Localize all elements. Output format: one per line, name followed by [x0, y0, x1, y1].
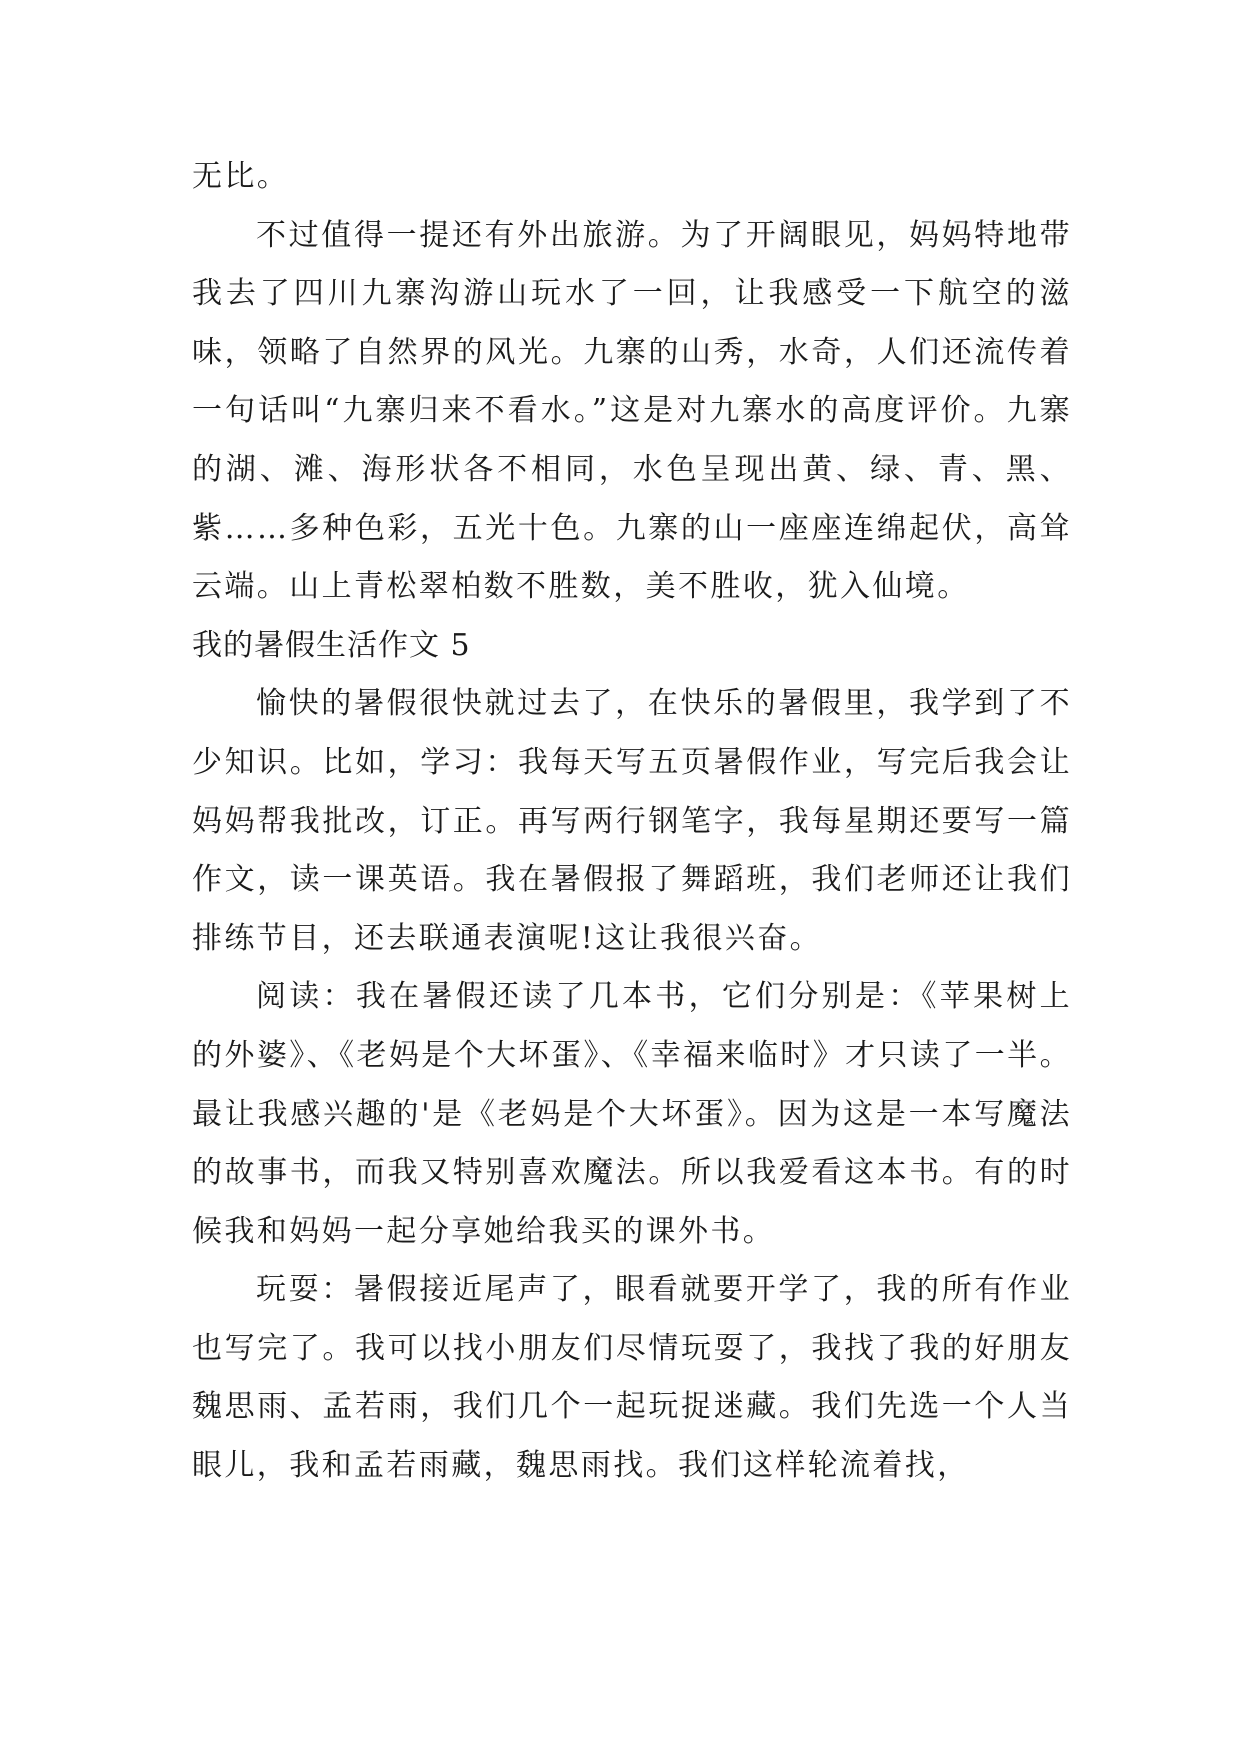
paragraph-study: 愉快的暑假很快就过去了，在快乐的暑假里，我学到了不少知识。比如，学习：我每天写五页暑假作业，写完后我会让妈妈帮我批改，订正。再写两行钢笔字，我每星期还要写一篇作文，读一课英语。我在暑假报了舞蹈班，我们老师还让我们排练节目，还去联通表演呢!这让我很兴奋。 [192, 686, 1072, 956]
paragraph-continuation: 无比。 [192, 159, 290, 194]
paragraph-play: 玩耍：暑假接近尾声了，眼看就要开学了，我的所有作业也写完了。我可以找小朋友们尽情玩耍了，我找了我的好朋友魏思雨、孟若雨，我们几个一起玩捉迷藏。我们先选一个人当眼儿，我和孟若雨藏，魏思雨找。我们这样轮流着找， [192, 1272, 1072, 1484]
section-heading: 我的暑假生活作文 5 [192, 627, 471, 663]
document-page [192, 148, 1072, 1496]
paragraph-reading: 阅读：我在暑假还读了几本书，它们分别是：《苹果树上的外婆》、《老妈是个大坏蛋》、《幸福来临时》才只读了一半。最让我感兴趣的'是《老妈是个大坏蛋》。因为这是一本写魔法的故事书，而我又特别喜欢魔法。所以我爱看这本书。有的时候我和妈妈一起分享她给我买的课外书。 [192, 979, 1072, 1249]
paragraph-travel: 不过值得一提还有外出旅游。为了开阔眼见，妈妈特地带我去了四川九寨沟游山玩水了一回，让我感受一下航空的滋味，领略了自然界的风光。九寨的山秀，水奇，人们还流传着一句话叫“九寨归来不看水。”这是对九寨水的高度评价。九寨的湖、滩、海形状各不相同，水色呈现出黄、绿、青、黑、紫……多种色彩，五光十色。九寨的山一座座连绵起伏，高耸云端。山上青松翠柏数不胜数，美不胜收，犹入仙境。 [192, 217, 1072, 605]
